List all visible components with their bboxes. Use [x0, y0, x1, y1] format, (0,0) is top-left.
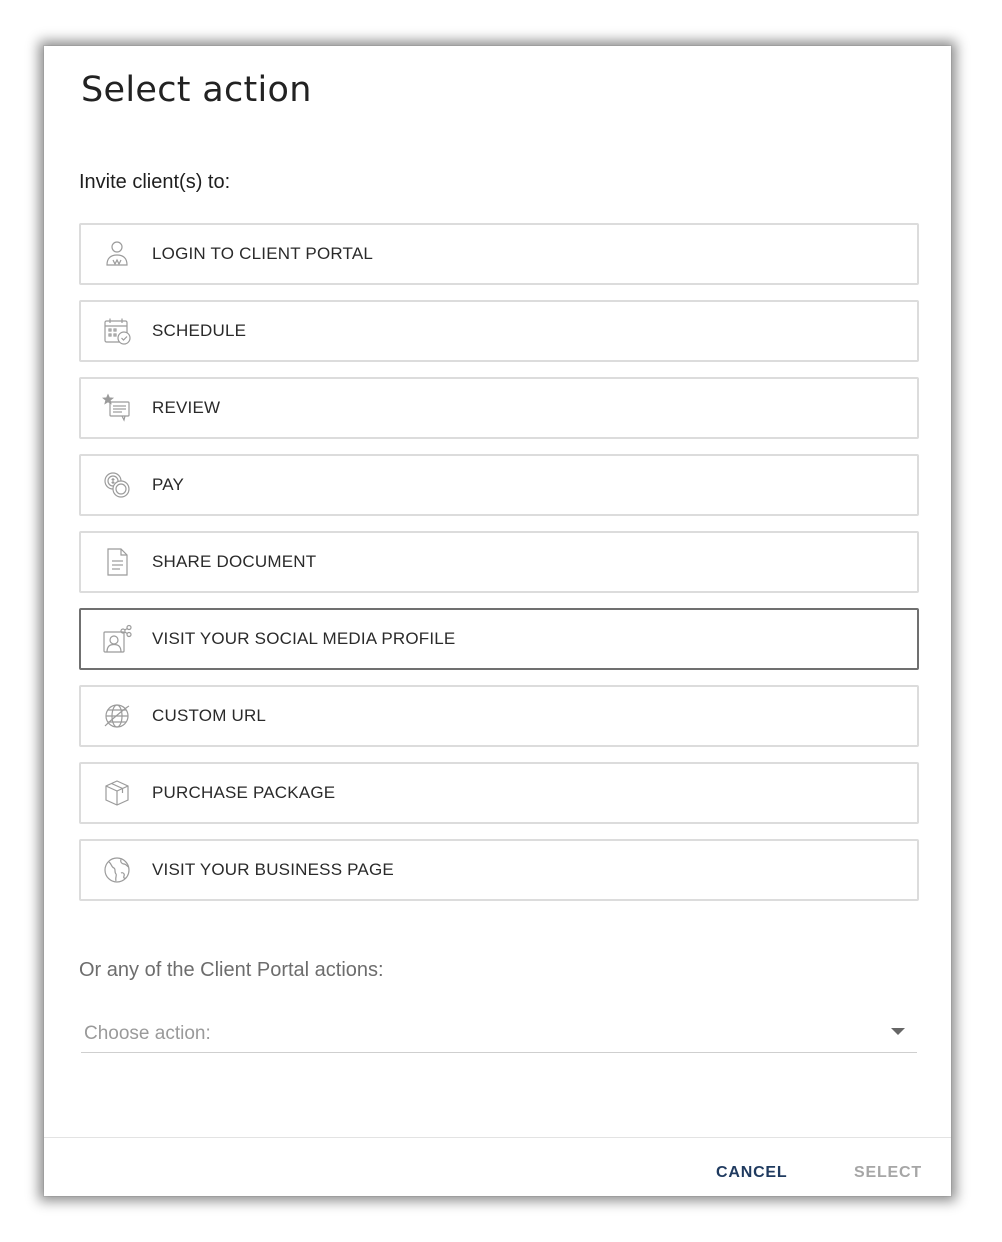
- client-portal-action-select[interactable]: [81, 1016, 917, 1053]
- client-portal-actions-label: Or any of the Client Portal actions:: [79, 959, 384, 981]
- option-visit-social-media-profile[interactable]: [79, 608, 919, 670]
- option-review[interactable]: [79, 377, 919, 439]
- option-schedule[interactable]: [79, 300, 919, 362]
- person-icon: [102, 239, 132, 269]
- document-icon: [102, 547, 132, 577]
- option-label: REVIEW: [152, 398, 221, 417]
- option-label: PURCHASE PACKAGE: [152, 783, 336, 802]
- option-label: SCHEDULE: [152, 321, 247, 340]
- globe-link-icon: [102, 701, 132, 731]
- select-button[interactable]: SELECT: [854, 1164, 922, 1181]
- calendar-icon: [102, 316, 132, 346]
- option-label: SHARE DOCUMENT: [152, 552, 317, 571]
- select-placeholder: Choose action:: [84, 1023, 211, 1044]
- coins-icon: [102, 470, 132, 500]
- option-label: PAY: [152, 475, 185, 494]
- dialog-title: Select action: [81, 70, 312, 110]
- social-profile-icon: [102, 624, 132, 654]
- option-purchase-package[interactable]: [79, 762, 919, 824]
- option-label: CUSTOM URL: [152, 706, 267, 725]
- option-label: VISIT YOUR SOCIAL MEDIA PROFILE: [152, 629, 456, 648]
- option-pay[interactable]: [79, 454, 919, 516]
- dropdown-arrow-icon[interactable]: [891, 1028, 905, 1035]
- package-icon: [102, 778, 132, 808]
- review-icon: [102, 393, 132, 423]
- option-visit-business-page[interactable]: [79, 839, 919, 901]
- select-action-dialog: [44, 46, 951, 1196]
- option-share-document[interactable]: [79, 531, 919, 593]
- option-custom-url[interactable]: [79, 685, 919, 747]
- cancel-button[interactable]: CANCEL: [716, 1164, 788, 1181]
- globe-icon: [102, 855, 132, 885]
- action-options-list: [79, 223, 919, 916]
- option-label: LOGIN TO CLIENT PORTAL: [152, 244, 374, 263]
- dialog-footer: [44, 1137, 951, 1197]
- option-login-to-client-portal[interactable]: [79, 223, 919, 285]
- invite-label: Invite client(s) to:: [79, 171, 231, 193]
- option-label: VISIT YOUR BUSINESS PAGE: [152, 860, 394, 879]
